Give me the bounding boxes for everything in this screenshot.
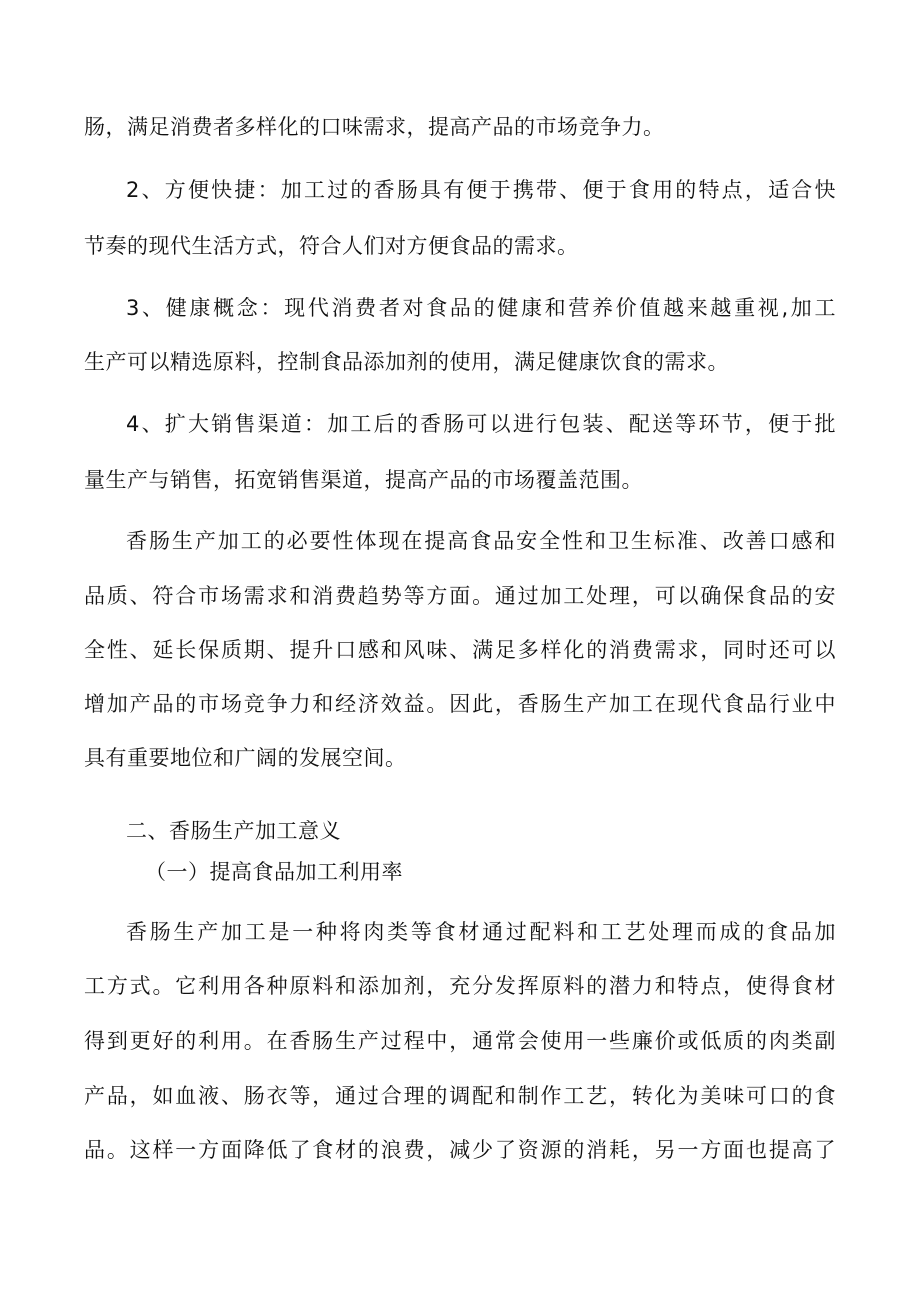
paragraph-line: 全性、延长保质期、提升口感和风味、满足多样化的消费需求，同时还可以 xyxy=(84,638,836,662)
paragraph-line: 产品，如血液、肠衣等，通过合理的调配和制作工艺，转化为美味可口的食 xyxy=(84,1084,836,1108)
paragraph-line: 得到更好的利用。在香肠生产过程中，通常会使用一些廉价或低质的肉类副 xyxy=(84,1029,836,1053)
list-item-line: 节奏的现代生活方式，符合人们对方便食品的需求。 xyxy=(84,234,579,258)
paragraph-line: 香肠生产加工的必要性体现在提高食品安全性和卫生标准、改善口感和 xyxy=(126,529,836,553)
list-item-line: 4、扩大销售渠道：加工后的香肠可以进行包装、配送等环节，便于批 xyxy=(126,412,836,436)
paragraph-line: 香肠生产加工是一种将肉类等食材通过配料和工艺处理而成的食品加 xyxy=(126,920,836,944)
list-item-line: 量生产与销售，拓宽销售渠道，提高产品的市场覆盖范围。 xyxy=(84,468,643,492)
paragraph-line: 肠，满足消费者多样化的口味需求，提高产品的市场竞争力。 xyxy=(84,115,665,139)
subsection-heading: （一）提高食品加工利用率 xyxy=(145,860,403,884)
paragraph-line: 增加产品的市场竞争力和经济效益。因此，香肠生产加工在现代食品行业中 xyxy=(84,692,836,716)
paragraph-line: 品质、符合市场需求和消费趋势等方面。通过加工处理，可以确保食品的安 xyxy=(84,584,836,608)
list-item-line: 3、健康概念：现代消费者对食品的健康和营养价值越来越重视,加工 xyxy=(126,296,836,320)
paragraph-line: 具有重要地位和广阔的发展空间。 xyxy=(84,746,407,770)
paragraph-line: 品。这样一方面降低了食材的浪费，减少了资源的消耗，另一方面也提高了 xyxy=(84,1138,836,1162)
list-item-line: 生产可以精选原料，控制食品添加剂的使用，满足健康饮食的需求。 xyxy=(84,350,729,374)
paragraph-line: 工方式。它利用各种原料和添加剂，充分发挥原料的潜力和特点，使得食材 xyxy=(84,974,836,998)
list-item-line: 2、方便快捷：加工过的香肠具有便于携带、便于食用的特点，适合快 xyxy=(126,178,836,202)
section-heading: 二、香肠生产加工意义 xyxy=(126,819,341,843)
